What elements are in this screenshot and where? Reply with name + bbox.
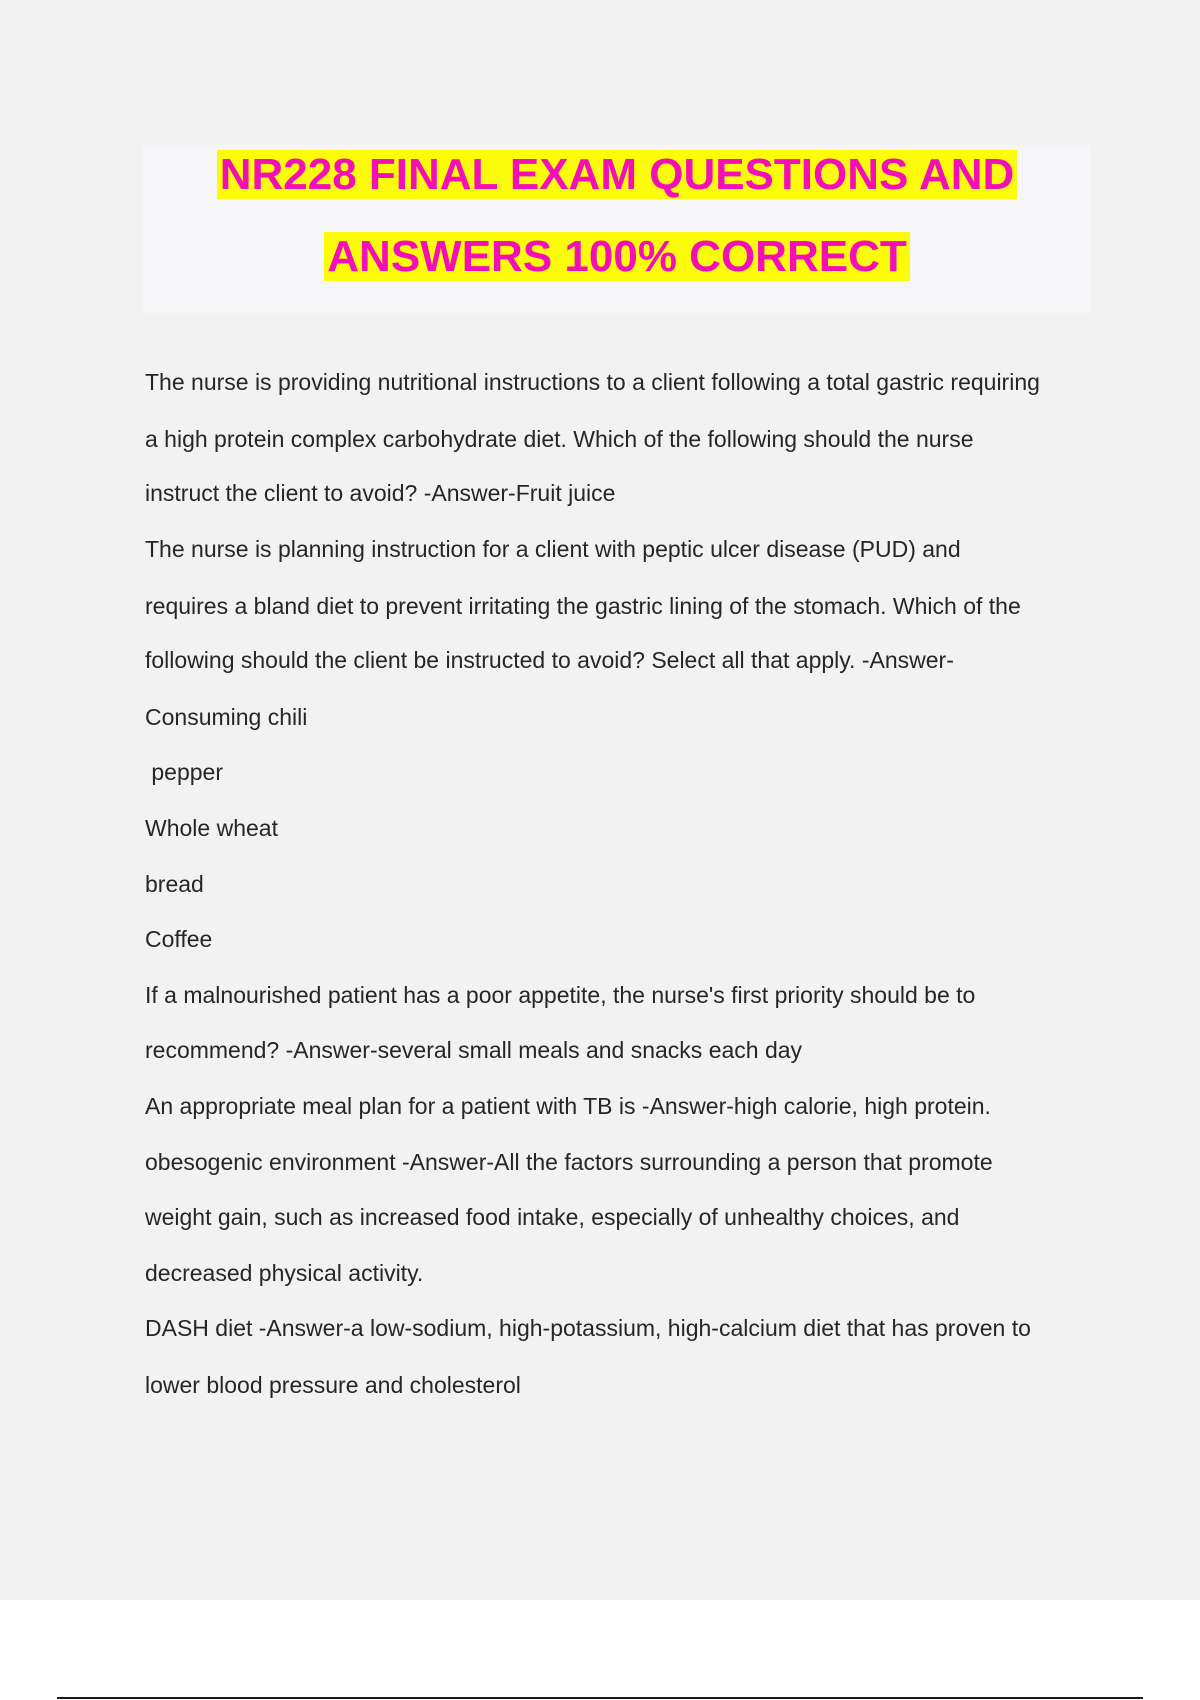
body-line: recommend? -Answer-several small meals and snacks each day	[145, 1037, 803, 1063]
body-line: Coffee	[145, 926, 213, 952]
body-line: If a malnourished patient has a poor appetite, the nurse's first priority should be to	[145, 982, 976, 1008]
body-line: DASH diet -Answer-a low-sodium, high-potassium, high-calcium diet that has proven to	[145, 1315, 1031, 1341]
body-line: requires a bland diet to prevent irritating the gastric lining of the stomach. Which of the	[145, 593, 1021, 619]
body-line: a high protein complex carbohydrate diet. Which of the following should the nurse	[145, 426, 974, 452]
body-line: following should the client be instructed to avoid? Select all that apply. -Answer-	[145, 647, 954, 673]
body-line: Whole wheat	[145, 815, 278, 841]
body-line: weight gain, such as increased food intake, especially of unhealthy choices, and	[145, 1204, 960, 1230]
footer-divider	[57, 1697, 1143, 1699]
document-title-line-1	[143, 150, 1091, 200]
body-line: decreased physical activity.	[145, 1260, 424, 1286]
title-highlight-1: NR228 FINAL EXAM QUESTIONS AND	[217, 150, 1018, 199]
body-line: instruct the client to avoid? -Answer-Fruit juice	[145, 480, 616, 506]
document-title-line-2	[143, 232, 1091, 282]
body-line: obesogenic environment -Answer-All the factors surrounding a person that promote	[145, 1149, 993, 1175]
title-highlight-2: ANSWERS 100% CORRECT	[324, 232, 909, 281]
body-line: Consuming chili	[145, 704, 308, 730]
body-line: An appropriate meal plan for a patient with TB is -Answer-high calorie, high protein.	[145, 1093, 991, 1119]
body-line: lower blood pressure and cholesterol	[145, 1372, 521, 1398]
body-line: The nurse is providing nutritional instructions to a client following a total gastric requiring	[145, 369, 1040, 395]
body-line: The nurse is planning instruction for a client with peptic ulcer disease (PUD) and	[145, 536, 961, 562]
body-line: bread	[145, 871, 204, 897]
body-line: pepper	[145, 759, 224, 785]
